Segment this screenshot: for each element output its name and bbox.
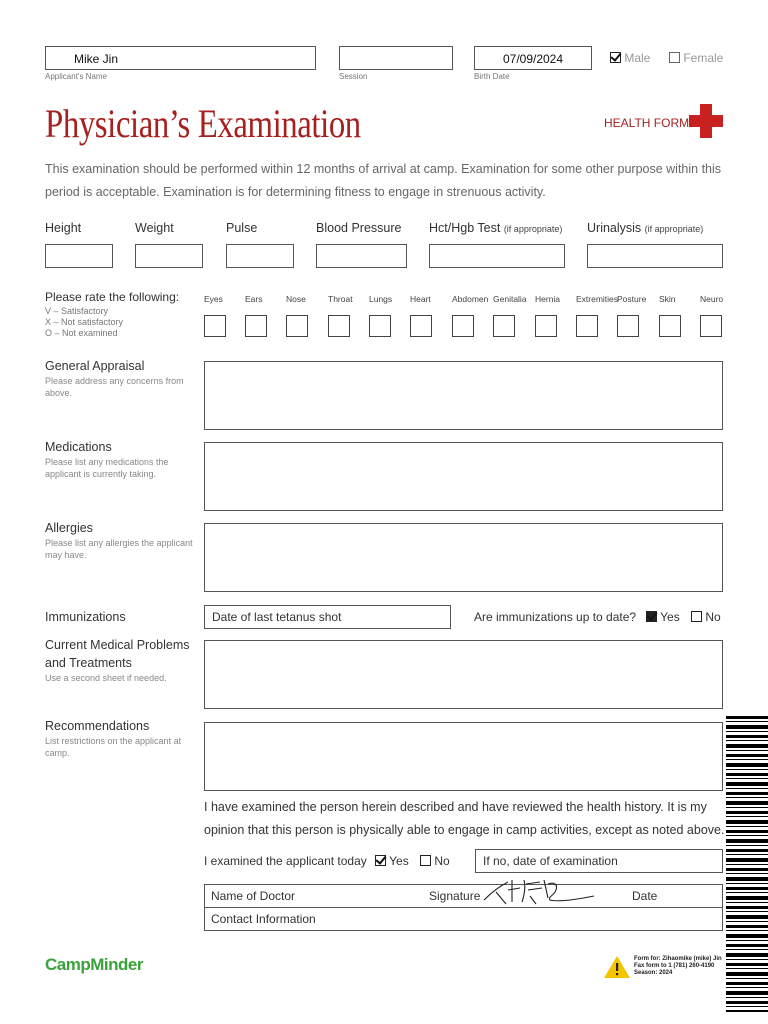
recommendations-textarea[interactable]	[204, 722, 723, 791]
applicant-name-field[interactable]	[45, 46, 316, 70]
rating-box-hernia[interactable]	[535, 315, 557, 337]
female-label: Female	[683, 51, 724, 65]
current-problems-textarea[interactable]	[204, 640, 723, 709]
vital-height-label: Height	[45, 221, 82, 235]
vital-urinalysis-label: Urinalysis (if appropriate)	[587, 221, 704, 235]
rating-box-abdomen[interactable]	[452, 315, 474, 337]
examined-yes-checkbox[interactable]	[375, 855, 386, 866]
session-caption: Session	[339, 72, 368, 81]
female-checkbox[interactable]	[669, 52, 680, 63]
campminder-logo: CampMinder	[45, 955, 143, 974]
immunizations-yes-checkbox[interactable]	[646, 611, 657, 622]
examined-no-label: No	[434, 854, 450, 868]
attestation-text: I have examined the person herein described and have reviewed the health history. It is my opinion that this person is physically able to engage in camp activities, except as noted above.	[204, 800, 725, 837]
rating-title: Please rate the following:	[45, 290, 180, 304]
rating-label-ears: Ears	[245, 294, 263, 304]
immunizations-yes-option[interactable]	[646, 610, 680, 624]
rating-label-hernia: Hernia	[535, 294, 561, 304]
urinalysis-input[interactable]	[587, 244, 723, 268]
current-problems-label: Current Medical Problems and Treatments Use a second sheet if needed.	[45, 638, 190, 683]
red-cross-icon	[689, 104, 723, 138]
examined-today-label: I examined the applicant today	[204, 854, 367, 868]
contact-info-label: Contact Information	[211, 912, 316, 926]
fax-info: Form for: Zihaomike (mike) Jin Fax form to 1 (781) 260-4190 Season: 2024	[634, 956, 722, 976]
allergies-label: Allergies Please list any allergies the applicant may have.	[45, 521, 193, 560]
rating-box-neuro[interactable]	[700, 315, 722, 337]
female-option[interactable]	[669, 51, 723, 65]
intro-text: This examination should be performed within 12 months of arrival at camp. Examination for some other purpose within this period is acceptable. Examination is for determining fitness to engage in strenuous activity.	[45, 162, 722, 199]
immunizations-no-option[interactable]	[691, 610, 721, 624]
rating-label-extremities: Extremities	[576, 294, 619, 304]
recommendations-label: Recommendations List restrictions on the applicant at camp.	[45, 719, 182, 758]
rating-label-lungs: Lungs	[369, 294, 393, 304]
rating-label-skin: Skin	[659, 294, 676, 304]
tetanus-date-input[interactable]	[204, 605, 451, 629]
male-label: Male	[624, 51, 651, 65]
immunizations-no-label: No	[705, 610, 721, 624]
examined-yes-label: Yes	[389, 854, 409, 868]
rating-label-abdomen: Abdomen	[452, 294, 489, 304]
rating-label-posture: Posture	[617, 294, 647, 304]
health-form-label: HEALTH FORM	[604, 116, 690, 130]
exam-date-placeholder: If no, date of examination	[483, 854, 618, 868]
male-checkbox[interactable]	[610, 52, 621, 63]
page-title: Physician’s Examination	[45, 101, 361, 146]
rating-label-neuro: Neuro	[700, 294, 724, 304]
immunizations-no-checkbox[interactable]	[691, 611, 702, 622]
vital-hct-label: Hct/Hgb Test (if appropriate)	[429, 221, 563, 235]
vital-bp-label: Blood Pressure	[316, 221, 402, 235]
examined-yes-option[interactable]	[375, 854, 409, 868]
general-appraisal-textarea[interactable]	[204, 361, 723, 430]
vital-weight-label: Weight	[135, 221, 174, 235]
rating-label-heart: Heart	[410, 294, 431, 304]
doctor-name-label: Name of Doctor	[211, 889, 296, 903]
rating-legend: V – Satisfactory X – Not satisfactory O – Not examined	[45, 306, 124, 338]
rating-box-ears[interactable]	[245, 315, 267, 337]
birth-date-caption: Birth Date	[474, 72, 510, 81]
general-appraisal-label: General Appraisal Please address any concerns from above.	[45, 359, 184, 398]
tetanus-placeholder: Date of last tetanus shot	[212, 610, 342, 624]
barcode	[726, 716, 768, 1012]
examined-no-checkbox[interactable]	[420, 855, 431, 866]
applicant-name-caption: Applicant's Name	[45, 72, 107, 81]
rating-box-eyes[interactable]	[204, 315, 226, 337]
rating-box-heart[interactable]	[410, 315, 432, 337]
rating-box-posture[interactable]	[617, 315, 639, 337]
male-option[interactable]	[610, 51, 650, 65]
applicant-name-value: Mike Jin	[74, 52, 119, 66]
rating-box-throat[interactable]	[328, 315, 350, 337]
session-value	[340, 47, 452, 52]
rating-box-lungs[interactable]	[369, 315, 391, 337]
rating-label-nose: Nose	[286, 294, 306, 304]
rating-box-nose[interactable]	[286, 315, 308, 337]
immunizations-question: Are immunizations up to date?	[474, 610, 637, 624]
session-field[interactable]	[339, 46, 453, 70]
rating-label-genitalia: Genitalia	[493, 294, 527, 304]
birth-date-field[interactable]	[474, 46, 592, 70]
weight-input[interactable]	[135, 244, 203, 268]
pulse-input[interactable]	[226, 244, 294, 268]
height-input[interactable]	[45, 244, 113, 268]
rating-box-genitalia[interactable]	[493, 315, 515, 337]
hct-hgb-input[interactable]	[429, 244, 565, 268]
examined-no-option[interactable]	[420, 854, 450, 868]
birth-date-value: 07/09/2024	[502, 52, 564, 66]
warning-icon	[603, 955, 631, 979]
immunizations-label: Immunizations	[45, 610, 126, 624]
rating-label-eyes: Eyes	[204, 294, 223, 304]
rating-box-extremities[interactable]	[576, 315, 598, 337]
signature-image	[478, 874, 598, 908]
exam-date-input[interactable]	[475, 849, 723, 873]
signature-label: Signature	[429, 889, 481, 903]
blood-pressure-input[interactable]	[316, 244, 407, 268]
rating-box-skin[interactable]	[659, 315, 681, 337]
medications-textarea[interactable]	[204, 442, 723, 511]
allergies-textarea[interactable]	[204, 523, 723, 592]
rating-label-throat: Throat	[328, 294, 353, 304]
immunizations-yes-label: Yes	[660, 610, 680, 624]
date-label: Date	[632, 889, 658, 903]
vital-pulse-label: Pulse	[226, 221, 258, 235]
medications-label: Medications Please list any medications the applicant is currently taking.	[45, 440, 169, 479]
